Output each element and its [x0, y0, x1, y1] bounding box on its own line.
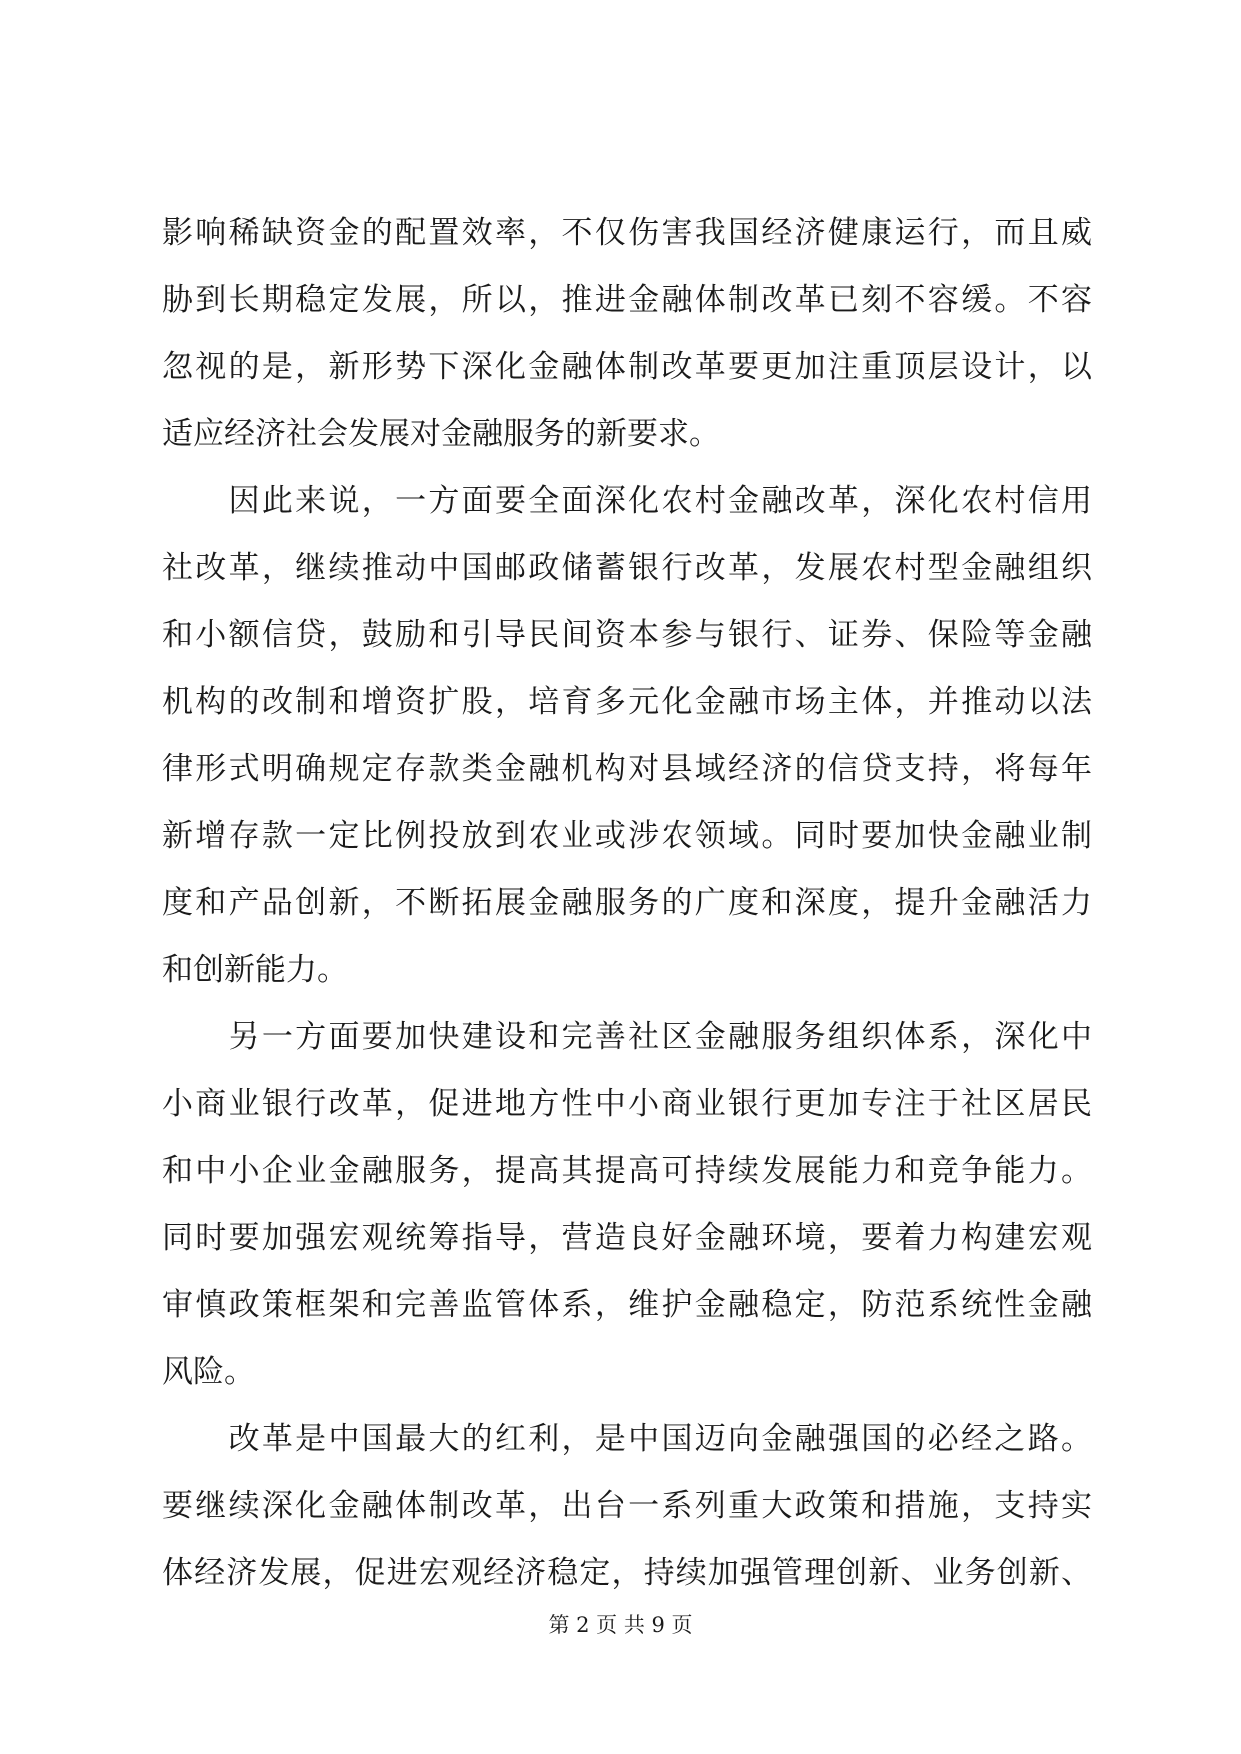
text-line: 审慎政策框架和完善监管体系，维护金融稳定，防范系统性金融	[162, 1287, 1092, 1323]
text-line: 忽视的是，新形势下深化金融体制改革要更加注重顶层设计，以	[162, 349, 1092, 385]
text-line: 另一方面要加快建设和完善社区金融服务组织体系，深化中	[162, 1019, 1092, 1055]
text-line: 风险。	[162, 1354, 255, 1390]
page-footer: 第 2 页 共 9 页	[548, 1613, 693, 1637]
text-line: 度和产品创新，不断拓展金融服务的广度和深度，提升金融活力	[162, 885, 1092, 921]
text-line: 胁到长期稳定发展，所以，推进金融体制改革已刻不容缓。不容	[162, 282, 1092, 318]
body-text	[162, 200, 1092, 1607]
text-line: 机构的改制和增资扩股，培育多元化金融市场主体，并推动以法	[162, 684, 1092, 720]
text-line: 适应经济社会发展对金融服务的新要求。	[162, 416, 720, 452]
text-line: 影响稀缺资金的配置效率，不仅伤害我国经济健康运行，而且威	[162, 215, 1092, 251]
text-line: 因此来说，一方面要全面深化农村金融改革，深化农村信用	[162, 483, 1092, 519]
text-line: 和中小企业金融服务，提高其提高可持续发展能力和竞争能力。	[162, 1153, 1092, 1189]
text-line: 改革是中国最大的红利，是中国迈向金融强国的必经之路。	[162, 1421, 1092, 1457]
text-line: 和小额信贷，鼓励和引导民间资本参与银行、证券、保险等金融	[162, 617, 1092, 653]
text-line: 要继续深化金融体制改革，出台一系列重大政策和措施，支持实	[162, 1488, 1092, 1524]
text-line: 新增存款一定比例投放到农业或涉农领域。同时要加快金融业制	[162, 818, 1092, 854]
text-line: 体经济发展，促进宏观经济稳定，持续加强管理创新、业务创新、	[162, 1555, 1092, 1591]
text-line: 小商业银行改革，促进地方性中小商业银行更加专注于社区居民	[162, 1086, 1092, 1122]
text-line: 律形式明确规定存款类金融机构对县域经济的信贷支持，将每年	[162, 751, 1092, 787]
text-line: 同时要加强宏观统筹指导，营造良好金融环境，要着力构建宏观	[162, 1220, 1092, 1256]
text-line: 和创新能力。	[162, 952, 348, 988]
text-line: 社改革，继续推动中国邮政储蓄银行改革，发展农村型金融组织	[162, 550, 1092, 586]
